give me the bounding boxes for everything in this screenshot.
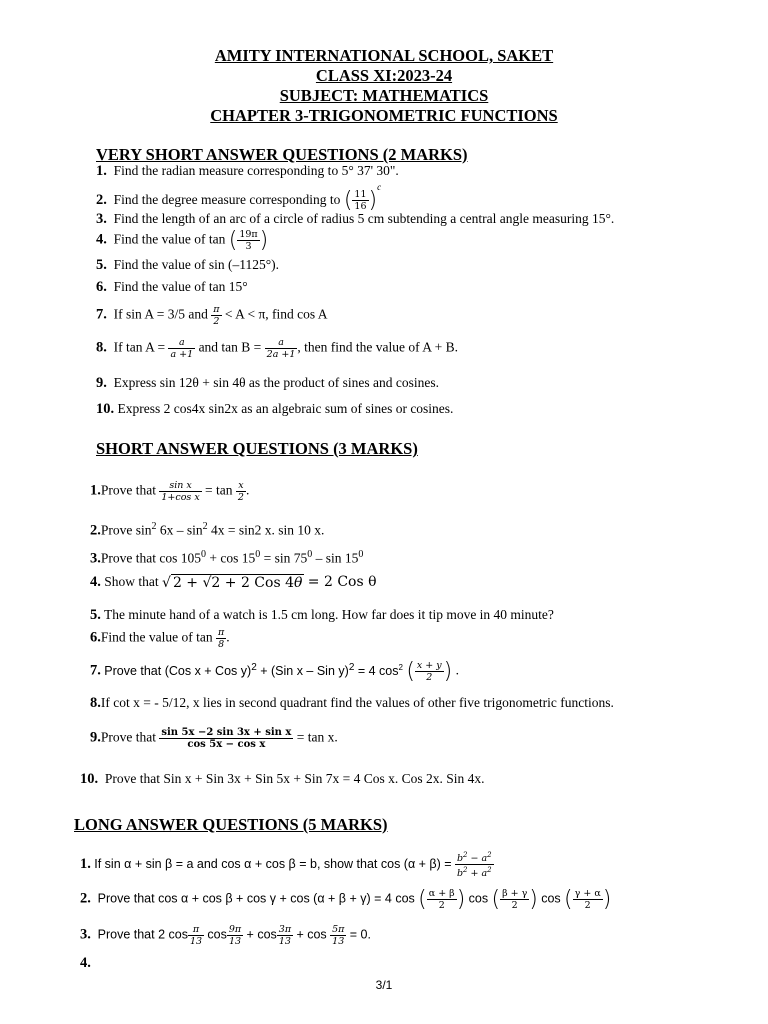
vsa-q6: 6. Find the value of tan 15°: [96, 279, 248, 295]
sa-q5: 5. The minute hand of a watch is 1.5 cm long. How far does it tip move in 40 minute?: [90, 607, 554, 623]
page-number: 3/1: [375, 978, 393, 992]
vsa-q10: 10. Express 2 cos4x sin2x as an algebraic sum of sines or cosines.: [96, 401, 454, 417]
sa-q7: 7. Prove that (Cos x + Cos y)$^2$ + (Sin x – Sin y)$^2$ = 4 $\cos^2$ ( $\frac{x + y}{2}$ ) .: [90, 658, 459, 684]
vsa-q3: 3. Find the length of an arc of a circle of radius 5 cm subtending a central angle measuring 15°.: [96, 211, 615, 227]
sa-q4: 4. Show that √ 2 + √2 + 2 Cos 4θ = 2 Cos θ: [90, 574, 377, 592]
la-q1: 1. If sin α + sin β = a and cos α + cos β = b, show that cos (α + β) = $\frac{b^2 - a^2}{b^2 + a^2}$: [80, 851, 492, 880]
vsa-heading: VERY SHORT ANSWER QUESTIONS (2 MARKS): [96, 145, 468, 164]
sa-q10: 10. Prove that Sin x + Sin 3x + Sin 5x + Sin 7x = 4 Cos x. Cos 2x. Sin 4x.: [80, 771, 485, 787]
vsa-q4: 4. Find the value of tan ( $\frac{19\pi}{3}$ ): [96, 227, 269, 253]
vsa-q2: 2. Find the degree measure corresponding to ( $\frac{11}{16}$ )$^c$: [96, 182, 382, 213]
sa-q9: 9.Prove that $\frac{\text{sin 5x −2 sin 3x + sin x}}{\text{cos 5x − cos x}}$ = tan x.: [90, 727, 338, 750]
sa-q1: 1.Prove that $\frac{\text{sin x}}{\text{1+cos x}}$ = tan $\frac{x}{2}$ .: [90, 480, 250, 503]
sa-heading: SHORT ANSWER QUESTIONS (3 MARKS): [96, 439, 418, 458]
vsa-q1: 1. Find the radian measure corresponding to 5° 37' 30".: [96, 163, 399, 179]
la-q4: 4.: [80, 955, 91, 971]
sa-q2: 2.Prove $\sin^2 6x - \sin^2 4x = \sin 2$ x. sin 10 x.: [90, 521, 325, 539]
la-q2: 2. Prove that cos α + cos β + cos γ + cos (α + β + γ) = 4 cos ( $\frac{\alpha + \beta}{2}$ ) cos ( $\frac{\beta + \gamma}{2}$ ) cos ( $\frac{\gamma + \alpha}{2}$ ): [80, 886, 612, 912]
chapter-line: CHAPTER 3-TRIGONOMETRIC FUNCTIONS: [210, 106, 558, 125]
vsa-q8: 8. If tan A = $\frac{a}{a +1}$ and tan B = $\frac{a}{2a +1}$ , then find the value of A + B.: [96, 337, 458, 360]
subject-line: SUBJECT: MATHEMATICS: [279, 86, 489, 105]
sa-q3: 3.Prove that $\cos 105^0 + \cos 15^0 = \sin 75^0 - \sin 15^0$: [90, 549, 364, 567]
la-q3: 3. Prove that 2 cos $\frac{\pi}{13}$ cos $\frac{9\pi}{13}$ + cos $\frac{3\pi}{13}$ + cos $\frac{5\pi}{13}$ = 0.: [80, 924, 371, 947]
vsa-q9: 9. Express sin 12θ + sin 4θ as the product of sines and cosines.: [96, 375, 440, 391]
class-line: CLASS XI:2023-24: [315, 66, 453, 85]
la-heading: LONG ANSWER QUESTIONS (5 MARKS): [74, 815, 388, 834]
vsa-q5: 5. Find the value of sin (–1125°).: [96, 257, 279, 273]
vsa-q7: 7. If sin A = 3/5 and $\frac{\pi}{2}$ < A < π, find cos A: [96, 304, 328, 327]
sa-q8: 8.If cot x = - 5/12, x lies in second quadrant find the values of other five trigonometric functions.: [90, 695, 614, 711]
school-name: AMITY INTERNATIONAL SCHOOL, SAKET: [214, 46, 554, 65]
sa-q6: 6.Find the value of tan $\frac{\pi}{8}$ .: [90, 627, 230, 650]
